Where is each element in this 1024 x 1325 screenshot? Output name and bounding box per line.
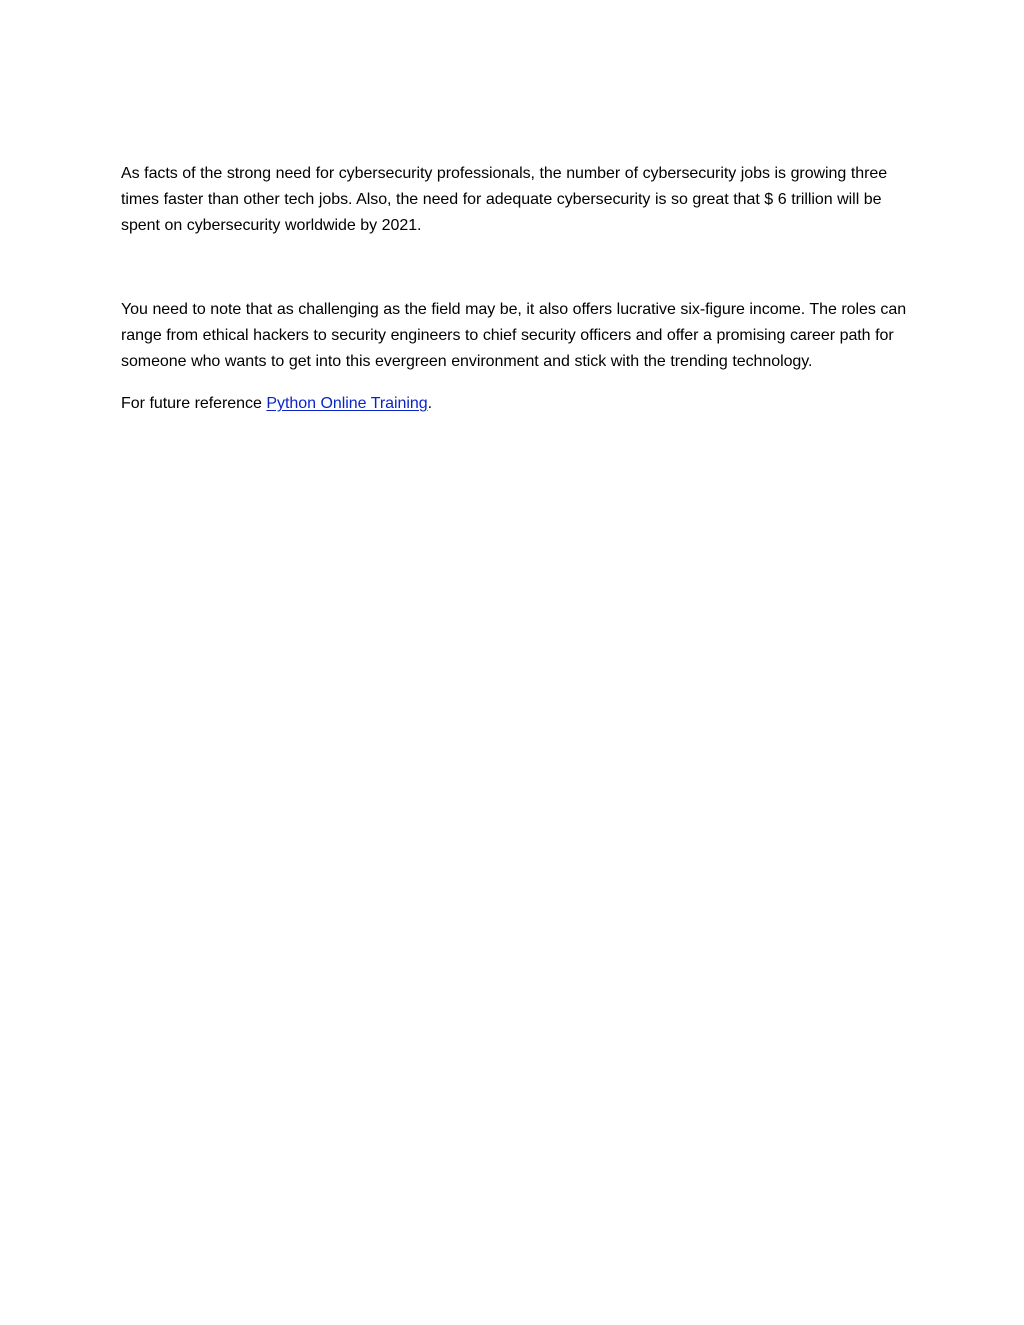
document-body bbox=[121, 161, 911, 417]
reference-line bbox=[121, 391, 911, 417]
paragraph-career-income: You need to note that as challenging as the field may be, it also offers lucrative six-figure income. The roles can range from ethical hackers to security engineers to chief security officers and offer a promising career path for someone who wants to get into this evergreen environment and stick with the trending technology. bbox=[121, 301, 907, 370]
reference-suffix: . bbox=[427, 395, 432, 412]
python-online-training-link[interactable]: Python Online Training bbox=[266, 395, 428, 412]
paragraph-cybersecurity-demand: As facts of the strong need for cybersecurity professionals, the number of cybersecurity jobs is growing three times faster than other tech jobs. Also, the need for adequate cybersecurity is so great that $ 6 trillion will be spent on cybersecurity worldwide by 2021. bbox=[121, 165, 888, 234]
reference-prefix: For future reference bbox=[121, 395, 267, 412]
